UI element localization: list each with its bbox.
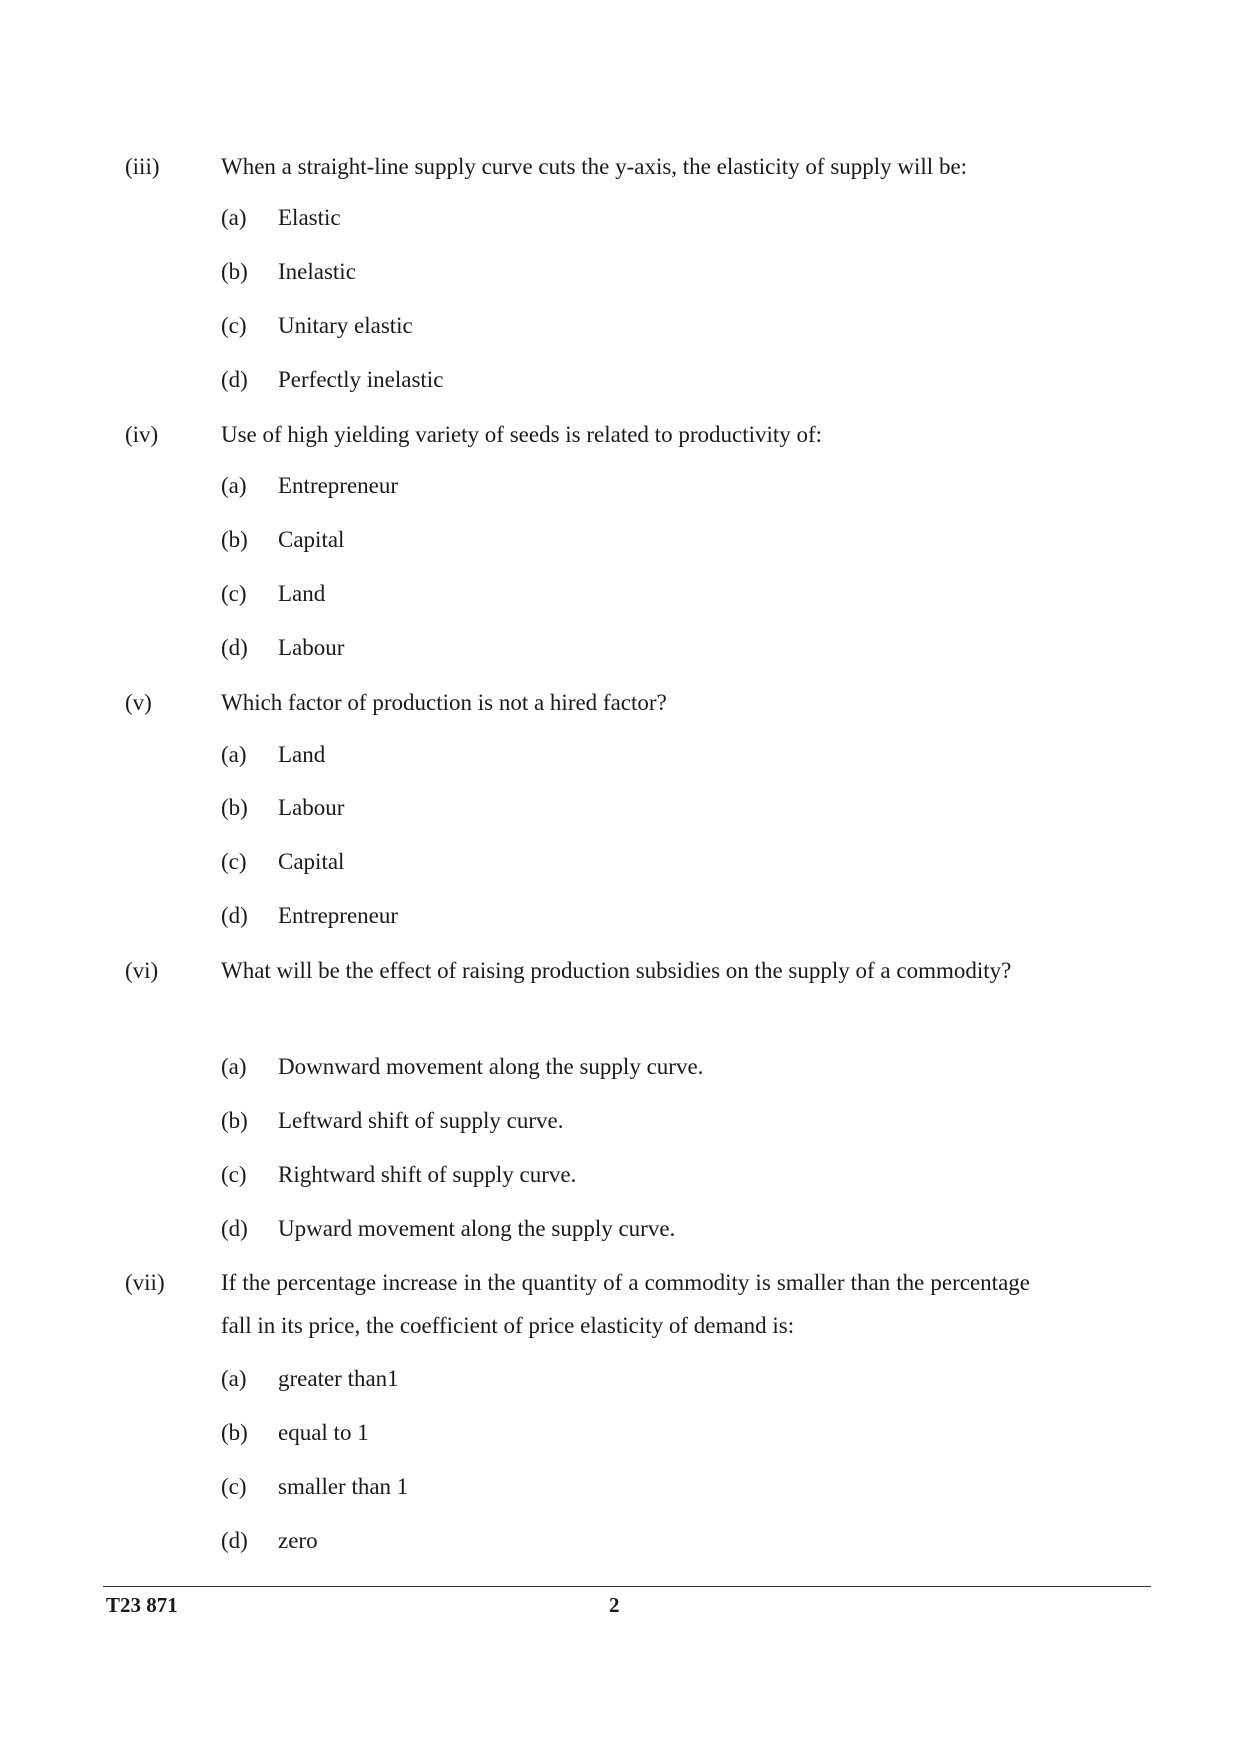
question-number: (iii) xyxy=(125,154,160,179)
question-vi xyxy=(125,949,1030,992)
option-v-a: (a) Land xyxy=(221,742,326,767)
option-vi-c: (c) Rightward shift of supply curve. xyxy=(221,1162,577,1187)
question-text: If the percentage increase in the quantity of a commodity is smaller than the percentage fall in its price, the coefficient of price elasticity of demand is: xyxy=(221,1270,1030,1338)
option-v-b: (b) Labour xyxy=(221,795,345,820)
option-iii-d: (d) Perfectly inelastic xyxy=(221,367,444,392)
footer-divider xyxy=(103,1586,1151,1587)
option-v-c: (c) Capital xyxy=(221,849,345,874)
question-text: What will be the effect of raising production subsidies on the supply of a commodity? xyxy=(221,958,1012,983)
question-v xyxy=(125,681,1030,724)
option-vii-b: (b) equal to 1 xyxy=(221,1420,369,1445)
question-number: (vii) xyxy=(125,1270,165,1295)
question-iii xyxy=(125,145,1030,188)
option-vii-d: (d) zero xyxy=(221,1528,318,1553)
option-v-d: (d) Entrepreneur xyxy=(221,903,399,928)
option-iv-b: (b) Capital xyxy=(221,527,345,552)
option-vii-a: (a) greater than1 xyxy=(221,1366,399,1391)
question-text: Use of high yielding variety of seeds is related to productivity of: xyxy=(221,422,823,447)
option-iv-d: (d) Labour xyxy=(221,635,345,660)
question-number: (v) xyxy=(125,690,152,715)
question-number: (iv) xyxy=(125,422,159,447)
option-vi-a: (a) Downward movement along the supply curve. xyxy=(221,1054,704,1079)
question-vii xyxy=(125,1261,1030,1347)
option-iii-c: (c) Unitary elastic xyxy=(221,313,413,338)
question-iv xyxy=(125,413,1030,456)
question-text: Which factor of production is not a hired factor? xyxy=(221,690,667,715)
paper-code: T23 871 xyxy=(106,1593,178,1617)
option-vi-b: (b) Leftward shift of supply curve. xyxy=(221,1108,564,1133)
question-number: (vi) xyxy=(125,958,159,983)
option-iv-a: (a) Entrepreneur xyxy=(221,473,399,498)
option-iii-a: (a) Elastic xyxy=(221,205,341,230)
page-number: 2 xyxy=(609,1593,620,1617)
option-vii-c: (c) smaller than 1 xyxy=(221,1474,409,1499)
question-text: When a straight-line supply curve cuts the y-axis, the elasticity of supply will be: xyxy=(221,154,968,179)
option-vi-d: (d) Upward movement along the supply curve. xyxy=(221,1216,676,1241)
option-iii-b: (b) Inelastic xyxy=(221,259,356,284)
option-iv-c: (c) Land xyxy=(221,581,326,606)
